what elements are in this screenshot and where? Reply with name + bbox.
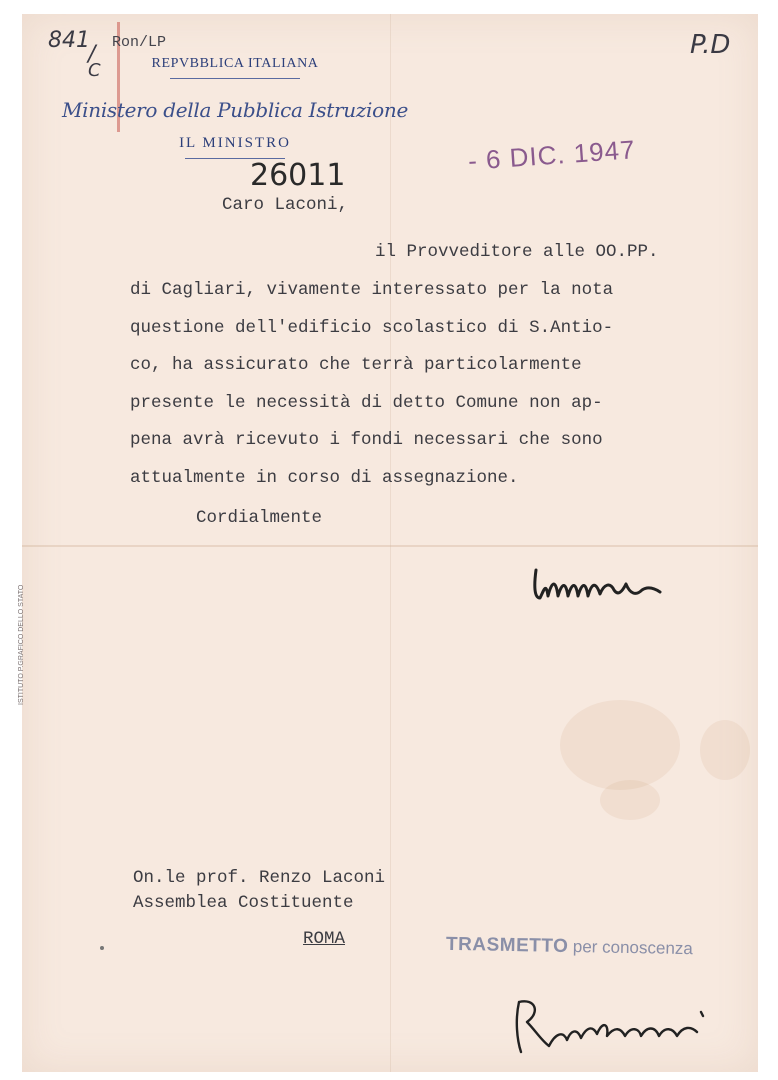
date-stamp: - 6 DIC. 1947 (467, 134, 637, 176)
letter-body-line: presente le necessità di detto Comune non ap- (130, 393, 603, 413)
handwritten-reference-suffix: C (88, 60, 101, 81)
letter-body-line: questione dell'edificio scolastico di S.Antio- (130, 318, 614, 338)
corner-handwritten-mark: P.D (690, 30, 731, 60)
letter-body-line: il Provveditore alle OO.PP. (375, 242, 659, 262)
letter-body-line: co, ha assicurato che terrà particolarmente (130, 355, 582, 375)
punch-mark (100, 946, 104, 950)
recipient-city: ROMA (303, 929, 346, 949)
letterhead-ministry: Ministero della Pubblica Istruzione (61, 98, 408, 122)
letter-greeting: Caro Laconi, (222, 195, 349, 215)
fold-crease-vertical (390, 14, 391, 1072)
transmit-stamp (446, 934, 693, 960)
handwritten-protocol-number: 26011 (250, 158, 346, 193)
recipient-name: On.le prof. Renzo Laconi (133, 868, 386, 888)
letter-body-line: pena avrà ricevuto i fondi necessari che sono (130, 430, 603, 450)
minister-signature (530, 560, 670, 610)
letterhead-minister: IL MINISTRO (179, 135, 291, 151)
transmit-stamp-rest: per conoscenza (572, 937, 694, 959)
typed-reference-code: Ron/LP (112, 34, 167, 51)
handwritten-reference-number: 841 (48, 28, 90, 53)
letter-body-line: attualmente in corso di assegnazione. (130, 468, 519, 488)
paper-stain (560, 700, 680, 790)
letterhead-republic: REPVBBLICA ITALIANA (151, 56, 319, 71)
recipient-organization: Assemblea Costituente (133, 893, 354, 913)
transmit-stamp-main: TRASMETTO (445, 933, 569, 957)
letterhead-rule (170, 78, 300, 79)
printer-imprint: ISTITUTO P.GRAFICO DELLO STATO (18, 584, 25, 705)
recipient-signature (505, 990, 725, 1060)
paper-stain (600, 780, 660, 820)
letter-closing: Cordialmente (196, 508, 323, 528)
paper-stain (700, 720, 750, 780)
letter-body-line: di Cagliari, vivamente interessato per la nota (130, 280, 614, 300)
reference-slash: / (88, 42, 96, 67)
